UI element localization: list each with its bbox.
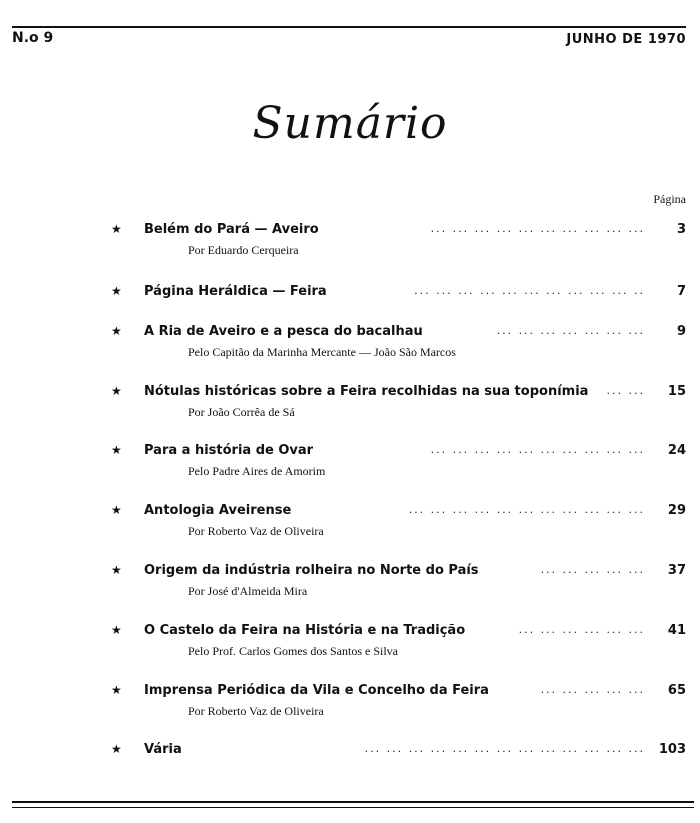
toc-entry[interactable] (0, 623, 700, 667)
star-icon: ★ (111, 284, 122, 298)
leader-dots: .. ... ... ... ... ... ... ... ... ... ... (414, 284, 645, 297)
entry-author: Por João Corrêa de Sá (188, 405, 295, 419)
toc-entry[interactable] (0, 384, 700, 428)
page-column-label: Página (653, 192, 686, 206)
leader-dots: ... ... ... ... ... (540, 563, 645, 576)
footer-rule-thick (12, 801, 694, 803)
page-header (12, 26, 686, 48)
toc-entry[interactable] (0, 742, 700, 786)
star-icon: ★ (111, 623, 122, 637)
entry-page-number: 37 (667, 563, 686, 578)
entry-page-number: 9 (676, 324, 686, 339)
star-icon: ★ (111, 683, 122, 697)
toc-entry[interactable] (0, 503, 700, 547)
entry-title: Para a história de Ovar (144, 443, 314, 458)
leader-dots: ... ... ... ... ... (540, 683, 645, 696)
toc-entry[interactable] (0, 443, 700, 487)
toc-entry[interactable] (0, 222, 700, 266)
entry-title: Vária (144, 742, 182, 757)
toc-entry[interactable] (0, 284, 700, 328)
entry-page-number: 65 (667, 683, 686, 698)
toc-entry[interactable] (0, 683, 700, 727)
leader-dots: ... ... ... ... ... ... ... ... ... ... (430, 222, 645, 235)
leader-dots: ... ... ... ... ... ... (518, 623, 645, 636)
toc-entry[interactable] (0, 324, 700, 368)
toc-entry[interactable] (0, 563, 700, 607)
entry-title: Belém do Pará — Aveiro (144, 222, 319, 237)
footer-rule-thin (12, 807, 694, 808)
star-icon: ★ (111, 324, 122, 338)
entry-author: Por Roberto Vaz de Oliveira (188, 524, 324, 538)
star-icon: ★ (111, 443, 122, 457)
star-icon: ★ (111, 222, 122, 236)
entry-title: Origem da indústria rolheira no Norte do País (144, 563, 479, 578)
leader-dots: ... ... ... ... ... ... ... ... ... ... ... ... ... (364, 742, 645, 755)
leader-dots: ... ... ... ... ... ... ... (496, 324, 645, 337)
entry-title: A Ria de Aveiro e a pesca do bacalhau (144, 324, 423, 339)
entry-title: Página Heráldica — Feira (144, 284, 327, 299)
entry-title: O Castelo da Feira na História e na Tradição (144, 623, 466, 638)
entry-author: Por Eduardo Cerqueira (188, 243, 299, 257)
entry-author: Pelo Prof. Carlos Gomes dos Santos e Silva (188, 644, 398, 658)
entry-title: Antologia Aveirense (144, 503, 292, 518)
entry-title: Imprensa Periódica da Vila e Concelho da Feira (144, 683, 489, 698)
entry-title: Nótulas históricas sobre a Feira recolhidas na sua toponímia (144, 384, 589, 399)
page-title: Sumário (252, 98, 448, 149)
star-icon: ★ (111, 503, 122, 517)
star-icon: ★ (111, 384, 122, 398)
entry-author: Por Roberto Vaz de Oliveira (188, 704, 324, 718)
issue-date: JUNHO DE 1970 (566, 32, 686, 47)
leader-dots: ... ... ... ... ... ... ... ... ... ... ... (408, 503, 645, 516)
entry-page-number: 15 (667, 384, 686, 399)
leader-dots: ... ... (606, 384, 645, 397)
entry-page-number: 24 (667, 443, 686, 458)
entry-page-number: 29 (667, 503, 686, 518)
star-icon: ★ (111, 563, 122, 577)
entry-page-number: 103 (658, 742, 686, 757)
entry-page-number: 41 (667, 623, 686, 638)
entry-author: Pelo Padre Aires de Amorim (188, 464, 326, 478)
entry-author: Por José d'Almeida Mira (188, 584, 308, 598)
entry-page-number: 7 (676, 284, 686, 299)
leader-dots: ... ... ... ... ... ... ... ... ... ... (430, 443, 645, 456)
star-icon: ★ (111, 742, 122, 756)
entry-author: Pelo Capitão da Marinha Mercante — João São Marcos (188, 345, 456, 359)
entry-page-number: 3 (676, 222, 686, 237)
issue-number: N.o 9 (12, 30, 54, 46)
